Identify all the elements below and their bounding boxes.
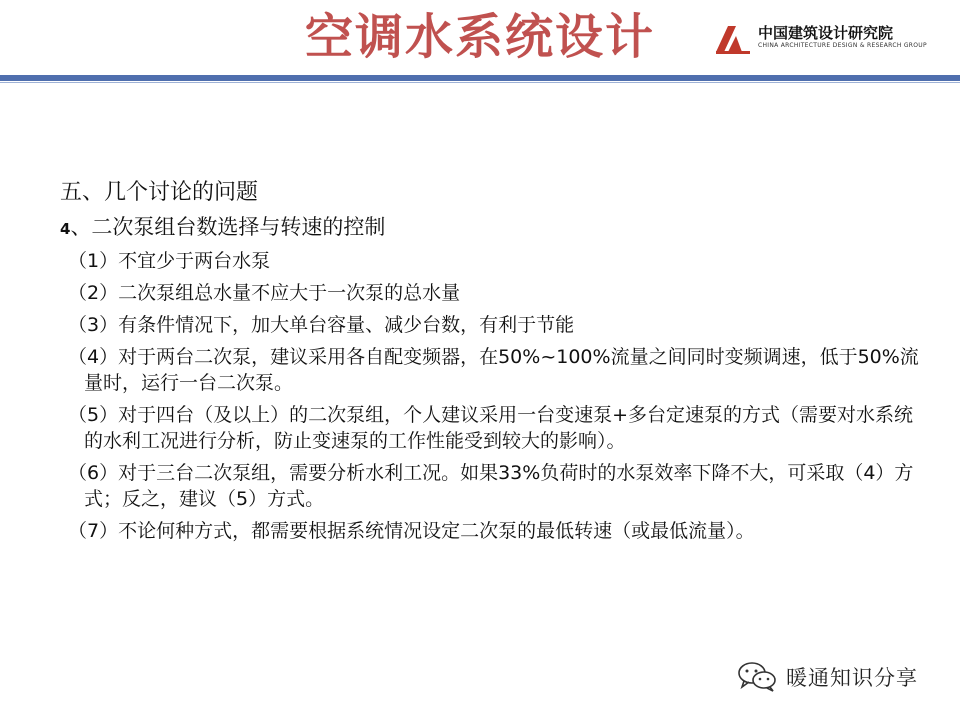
list-item-text: 对于四台（及以上）的二次泵组，个人建议采用一台变速泵+多台定速泵的方式（需要对水系统的水利工况进行分析，防止变速泵的工作性能受到较大的影响）。 [84,404,914,452]
slide-title: 空调水系统设计 [304,9,655,65]
list-item-text: 不宜少于两台水泵 [118,250,271,272]
list-item-text: 二次泵组总水量不应大于一次泵的总水量 [118,282,461,304]
list-item-label: （5） [68,404,119,426]
slide-content [60,178,920,550]
list-item [68,344,920,396]
header-rule [0,75,960,81]
list-item-text: 不论何种方式，都需要根据系统情况设定二次泵的最低转速（或最低流量）。 [118,520,755,542]
watermark-text: 暖通知识分享 [786,666,918,690]
list-item-label: （1） [68,250,119,272]
list-item-text: 有条件情况下，加大单台容量、减少台数，有利于节能 [118,314,575,336]
logo-name-cn: 中国建筑设计研究院 [758,24,894,42]
logo [714,18,954,58]
list-item-label: （7） [68,520,119,542]
subheading-text: 、二次泵组台数选择与转速的控制 [70,215,386,239]
wechat-icon [736,660,778,692]
list-item-label: （4） [68,346,119,368]
header-rule-thin [0,82,960,83]
subheading [60,212,920,244]
list-item-text: 对于两台二次泵，建议采用各自配变频器，在50%~100%流量之间同时变频调速，低于50%流量时，运行一台二次泵。 [84,346,919,394]
list-item [68,518,920,544]
list-item [68,402,920,454]
list-item [68,248,920,274]
list-item-label: （3） [68,314,119,336]
list-item-text: 对于三台二次泵组，需要分析水利工况。如果33%负荷时的水泵效率下降不大，可采取（4）方式；反之，建议（5）方式。 [84,462,914,510]
list-item [68,280,920,306]
discussion-list [60,248,920,544]
subheading-number: 4 [60,220,71,238]
section-heading: 五、几个讨论的问题 [60,180,259,205]
watermark [736,658,946,694]
list-item-label: （6） [68,462,119,484]
logo-name-en: CHINA ARCHITECTURE DESIGN & RESEARCH GROUP [758,42,927,49]
logo-mark-icon [714,24,754,54]
list-item [68,460,920,512]
list-item [68,312,920,338]
list-item-label: （2） [68,282,119,304]
